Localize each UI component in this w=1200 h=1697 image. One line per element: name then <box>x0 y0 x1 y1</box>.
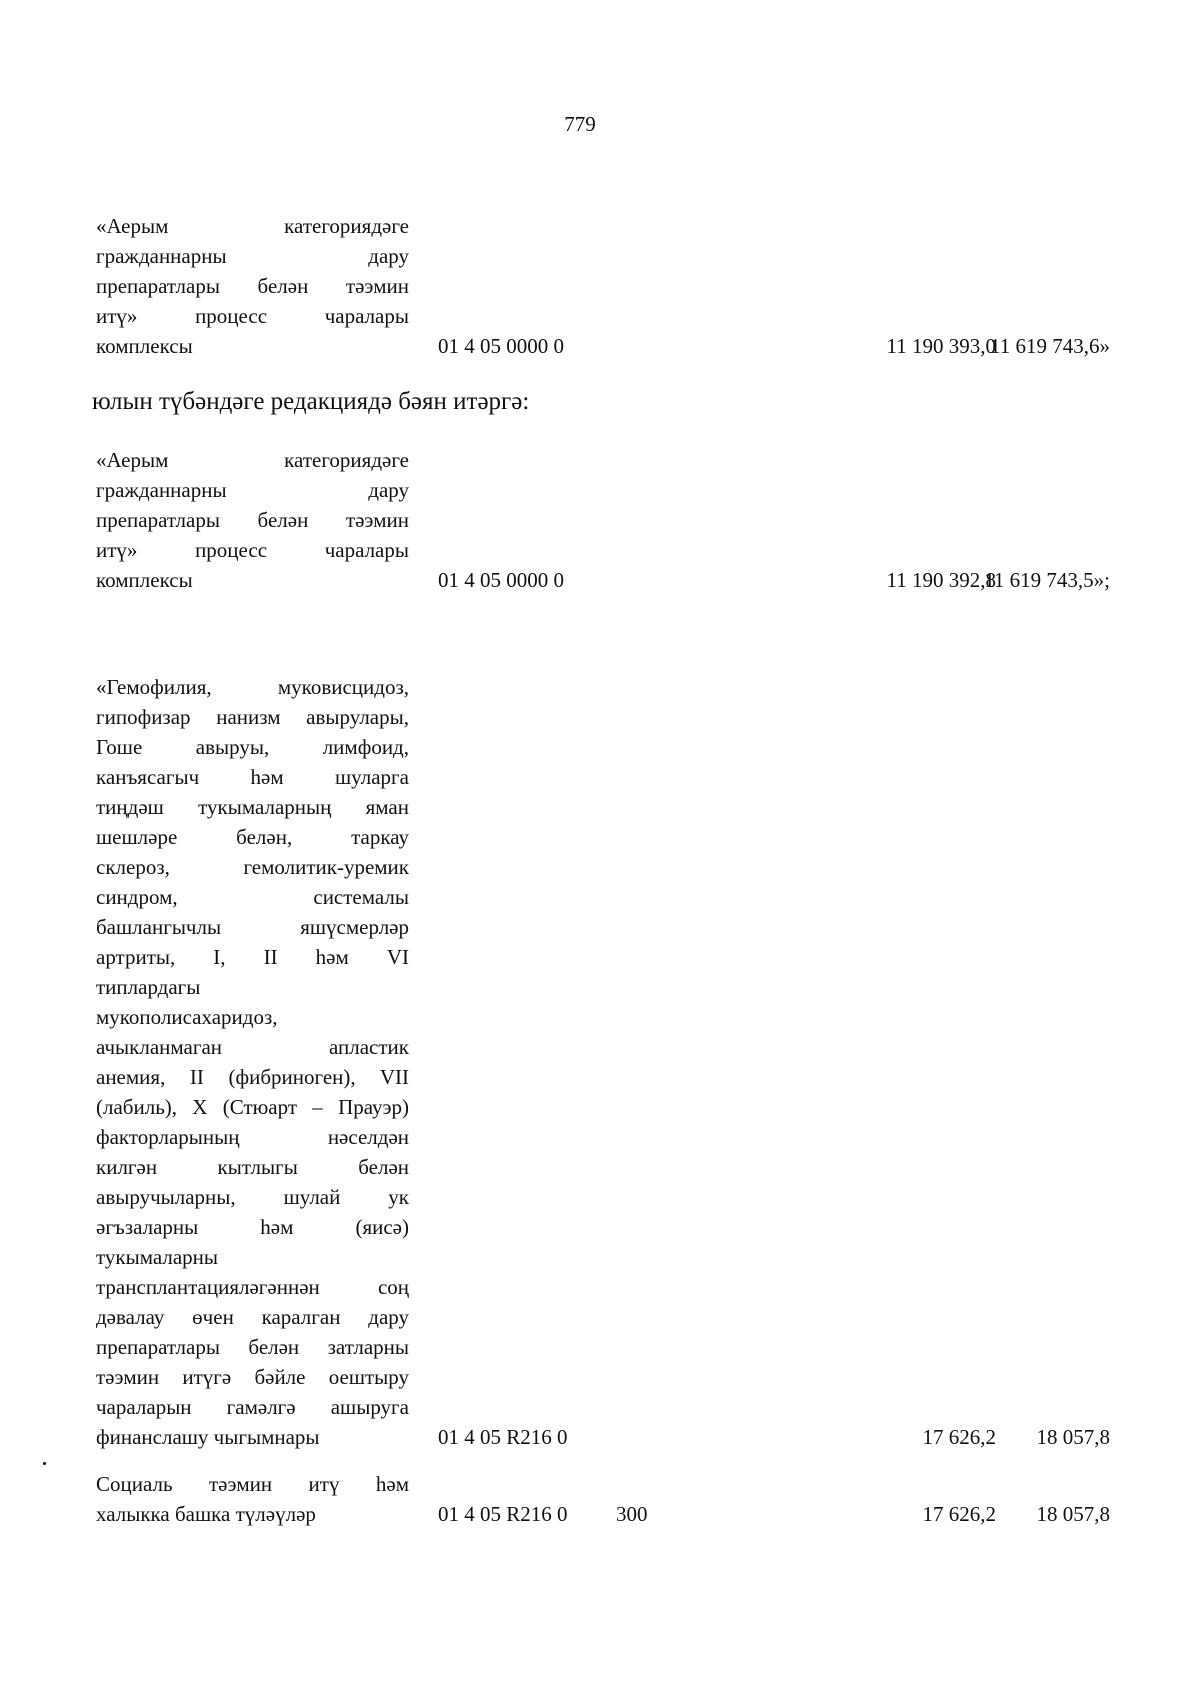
scan-speck <box>43 1462 46 1465</box>
instruction-text: юлын түбәндәге редакциядә бәян итәргә: <box>92 388 530 415</box>
amount-year-2: 18 057,8 <box>1036 1502 1110 1526</box>
budget-row-hemophilia <box>96 672 1110 1452</box>
row-name-line: «Гемофилия, муковисцидоз, <box>96 675 409 699</box>
budget-row-new <box>96 445 1110 595</box>
row-name-line: дәвалау өчен каралган дару <box>96 1305 409 1329</box>
row-name-line: склероз, гемолитик-уремик <box>96 855 409 879</box>
row-name-line: мукополисахаридоз, <box>96 1005 278 1029</box>
row-name-line: тукымаларны <box>96 1245 219 1269</box>
row-name-line: факторларының нәселдән <box>96 1125 409 1149</box>
page-number: 779 <box>564 112 596 136</box>
expense-type-code: 300 <box>616 1502 648 1526</box>
row-name-line: тәэмин итүгә бәйле оештыру <box>96 1365 409 1389</box>
row-name-line: халыкка башка түләүләр <box>96 1502 316 1526</box>
row-name-line: анемия, II (фибриноген), VII <box>96 1065 409 1089</box>
row-name-line: комплексы <box>96 334 193 358</box>
budget-row-social <box>96 1469 1110 1529</box>
amount-year-2: 11 619 743,6» <box>990 334 1110 358</box>
row-name-line: гражданнарны дару <box>96 244 409 268</box>
row-name-line: синдром, системалы <box>96 885 409 909</box>
row-name-line: канъясагыч һәм шуларга <box>96 765 409 789</box>
row-name-line: авыручыларны, шулай ук <box>96 1185 409 1209</box>
row-name-line: препаратлары белән тәэмин <box>96 274 409 298</box>
row-name-line: (лабиль), X (Стюарт – Прауэр) <box>96 1095 409 1119</box>
budget-row-old <box>96 211 1110 361</box>
budget-code: 01 4 05 0000 0 <box>438 568 564 592</box>
row-name-line: шешләре белән, таркау <box>96 825 409 849</box>
row-name-line: итү» процесс чаралары <box>96 304 409 328</box>
row-name-line: Социаль тәэмин итү һәм <box>96 1472 409 1496</box>
amount-year-1: 17 626,2 <box>922 1502 996 1526</box>
row-name-line: чараларын гамәлгә ашыруга <box>96 1395 409 1419</box>
row-name-line: комплексы <box>96 568 193 592</box>
row-name-line: Гоше авыруы, лимфоид, <box>96 735 409 759</box>
amount-year-1: 17 626,2 <box>922 1425 996 1449</box>
budget-code: 01 4 05 R216 0 <box>438 1425 568 1449</box>
row-name-line: артриты, I, II һәм VI <box>96 945 409 969</box>
row-name-line: ачыкланмаган апластик <box>96 1035 409 1059</box>
row-name-line: финанслашу чыгымнары <box>96 1425 320 1449</box>
row-name-line: башлангычлы яшүсмерләр <box>96 915 409 939</box>
budget-code: 01 4 05 0000 0 <box>438 334 564 358</box>
amount-year-2: 11 619 743,5»; <box>984 568 1110 592</box>
row-name-line: «Аерым категориядәге <box>96 214 409 238</box>
row-name-line: препаратлары белән затларны <box>96 1335 409 1359</box>
amount-year-1: 11 190 392,8 <box>886 568 996 592</box>
row-name-line: гипофизар нанизм авырулары, <box>96 705 409 729</box>
row-name-line: тиңдәш тукымаларның яман <box>96 795 409 819</box>
amount-year-2: 18 057,8 <box>1036 1425 1110 1449</box>
amount-year-1: 11 190 393,0 <box>886 334 996 358</box>
row-name-line: препаратлары белән тәэмин <box>96 508 409 532</box>
row-name-line: типлардагы <box>96 975 201 999</box>
row-name-line: гражданнарны дару <box>96 478 409 502</box>
row-name-line: «Аерым категориядәге <box>96 448 409 472</box>
row-name-line: әгъзаларны һәм (яисә) <box>96 1215 409 1239</box>
row-name-line: итү» процесс чаралары <box>96 538 409 562</box>
budget-code: 01 4 05 R216 0 <box>438 1502 568 1526</box>
row-name-line: килгән кытлыгы белән <box>96 1155 409 1179</box>
row-name-line: трансплантацияләгәннән соң <box>96 1275 409 1299</box>
